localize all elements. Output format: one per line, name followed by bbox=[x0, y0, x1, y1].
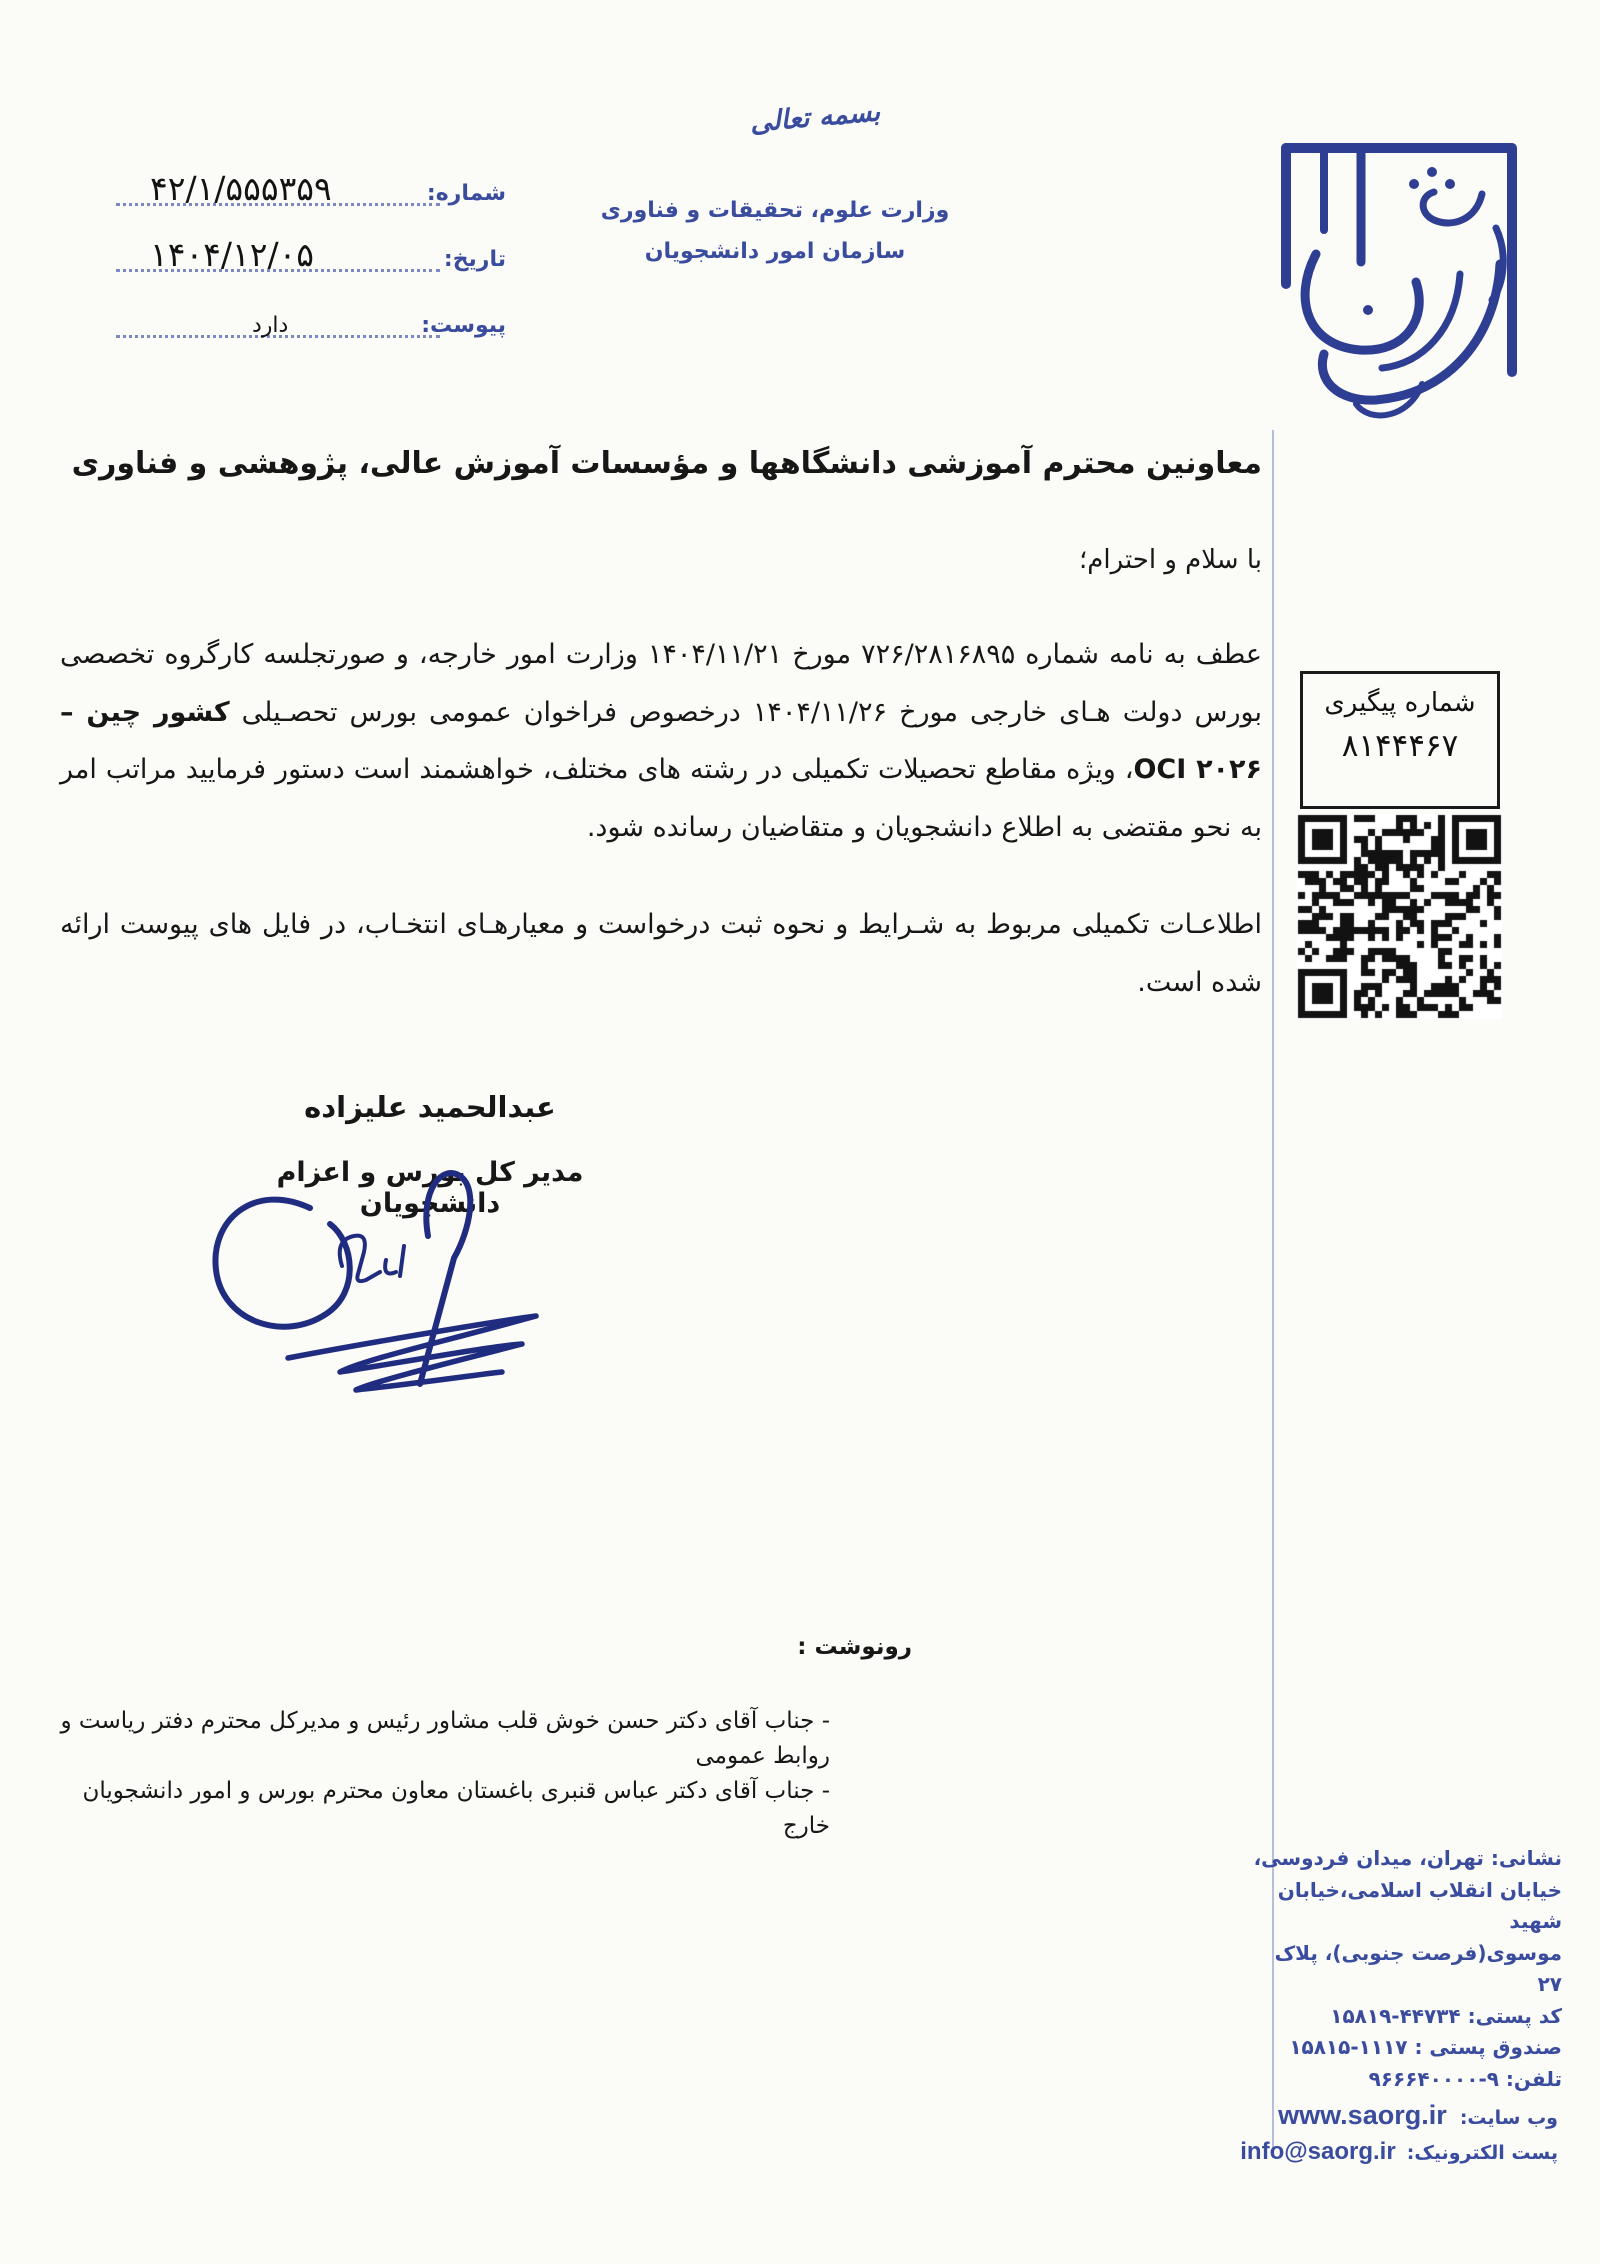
field-row-attachment bbox=[112, 290, 506, 346]
handwritten-signature bbox=[192, 1146, 562, 1401]
signer-title: مدیر کل بورس و اعزام دانشجویان bbox=[276, 1157, 584, 1219]
email-label: پست الکترونیک: bbox=[1406, 2142, 1558, 2164]
attachment-value: دارد bbox=[252, 313, 289, 338]
recipient-heading: معاونین محترم آموزشی دانشگاهها و مؤسسات آموزش عالی، پژوهشی و فناوری bbox=[71, 446, 1262, 481]
body-paragraph-1 bbox=[60, 626, 1262, 856]
body-text: عطف به نامه شماره ۷۲۶/۲۸۱۶۸۹۵ مورخ ۱۴۰۴/۱۱/۲۱ وزارت امور خارجه، و صورتجلسه کارگروه تخصصی بورس دولت هـای خارجی مورخ ۱۴۰۴/۱۱/۲۶ درخصوص فراخوان عمومی بورس تحصـیلی bbox=[60, 639, 1262, 728]
signer-name: عبدالحمید علیزاده bbox=[304, 1090, 556, 1124]
field-row-number bbox=[112, 158, 506, 214]
body-text: ، ویژه مقاطع تحصیلات تکمیلی در رشته های مختلف، خواهشمند است دستور فرمایید مراتب امر به نحو مقتضی به اطلاع دانشجویان و متقاضیان رسانده شود. bbox=[60, 754, 1262, 843]
bismillah-calligraphy: بسمه تعالی bbox=[748, 96, 882, 139]
email-address[interactable]: info@saorg.ir bbox=[1240, 2138, 1396, 2165]
date-value: ۱۴۰۴/۱۲/۰۵ bbox=[150, 235, 315, 274]
address-line: موسوی(فرصت جنوبی)، پلاک ۲۷ bbox=[1274, 1940, 1562, 1996]
website-line bbox=[1278, 2100, 1558, 2131]
cc-item: - جناب آقای دکتر عباس قنبری باغستان معاون محترم بورس و امور دانشجویان خارج bbox=[82, 1778, 830, 1839]
address-block bbox=[1252, 1843, 1562, 2095]
tracking-value: ۸۱۴۴۴۶۷ bbox=[1341, 728, 1459, 764]
cc-list bbox=[50, 1704, 830, 1844]
number-value: ۴۲/۱/۵۵۵۳۵۹ bbox=[150, 169, 332, 208]
address-line-po-box: صندوق پستی : ۱۵۸۱۵-۱۱۱۷ bbox=[1289, 2035, 1562, 2059]
address-line-phone: تلفن: ۹۶۶۶۴۰۰۰۰-۹ bbox=[1368, 2066, 1562, 2091]
letterhead-ministry bbox=[590, 198, 960, 264]
address-line-postal-code: کد پستی: ۱۵۸۱۹-۴۴۷۳۴ bbox=[1330, 2003, 1562, 2028]
field-row-date bbox=[112, 224, 506, 280]
attachment-label: پیوست: bbox=[421, 313, 506, 338]
address-line: نشانی: تهران، میدان فردوسی، bbox=[1253, 1846, 1562, 1870]
ministry-name: وزارت علوم، تحقیقات و فناوری bbox=[600, 198, 950, 223]
body-paragraph-2: اطلاعـات تکمیلی مربوط به شـرایط و نحوه ثبت درخواست و معیارهـای انتخـاب، در فایل های پیوست ارائه شده است. bbox=[60, 909, 1262, 998]
number-label: شماره: bbox=[426, 181, 506, 206]
salutation-text: با سلام و احترام؛ bbox=[1079, 545, 1262, 575]
website-label: وب سایت: bbox=[1459, 2107, 1558, 2129]
organization-logo-icon bbox=[1264, 132, 1532, 428]
tracking-number-box bbox=[1300, 671, 1500, 809]
tracking-label: شماره پیگیری bbox=[1324, 688, 1476, 718]
date-label: تاریخ: bbox=[443, 247, 506, 272]
address-line: خیابان انقلاب اسلامی،خیابان شهید bbox=[1277, 1877, 1562, 1933]
qr-code bbox=[1297, 814, 1502, 1019]
cc-item: - جناب آقای دکتر حسن خوش قلب مشاور رئیس و مدیرکل محترم دفتر ریاست و روابط عمومی bbox=[60, 1708, 830, 1769]
organization-name: سازمان امور دانشجویان bbox=[644, 239, 906, 264]
email-line bbox=[1240, 2138, 1558, 2166]
cc-label: رونوشت : bbox=[797, 1634, 912, 1660]
website-url[interactable]: www.saorg.ir bbox=[1278, 2100, 1447, 2130]
body-text-bold: کشور چین – OCI ۲۰۲۶ bbox=[60, 696, 1262, 785]
